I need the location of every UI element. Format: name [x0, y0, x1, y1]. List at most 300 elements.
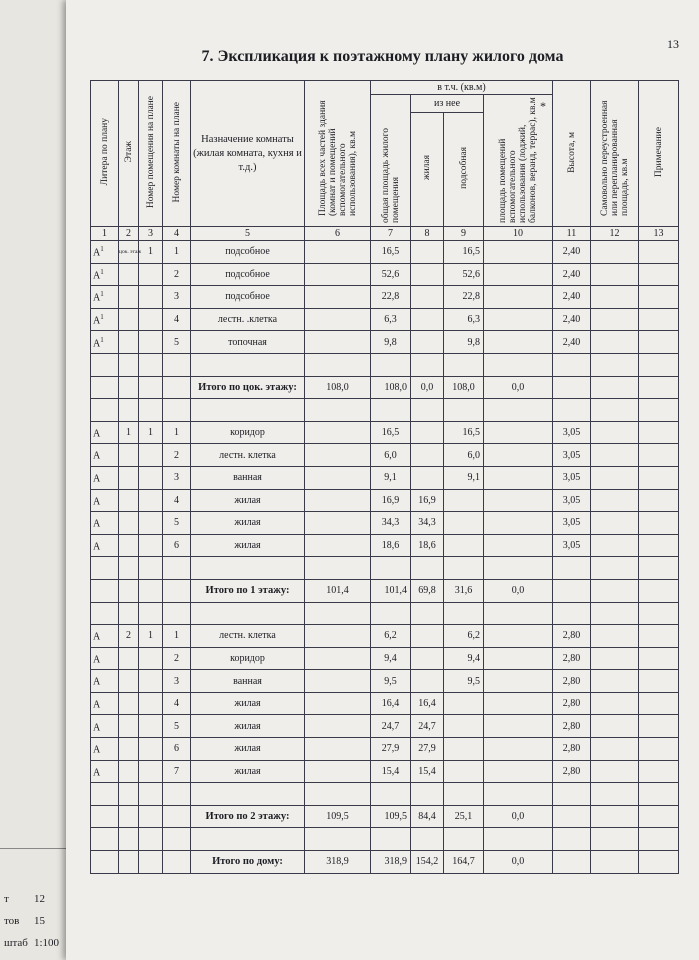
cell-vysota: 2,40	[553, 263, 591, 286]
cell-empty	[163, 353, 191, 376]
cell-empty	[639, 557, 679, 580]
cell-empty	[91, 376, 119, 399]
cell-empty	[411, 399, 444, 422]
cell-empty	[591, 602, 639, 625]
cell-zhilaya: 16,9	[411, 489, 444, 512]
cell-vysota: 3,05	[553, 421, 591, 444]
header-nomer-pomesh: Номер помещения на плане	[139, 81, 163, 227]
cell-primechanie	[639, 738, 679, 761]
cell-podsobnaya: 9,8	[444, 331, 484, 354]
cell-empty	[163, 557, 191, 580]
cell-vysota: 3,05	[553, 444, 591, 467]
total-obshaya: 109,5	[371, 805, 411, 828]
cell-primechanie	[639, 241, 679, 264]
cell-empty	[371, 557, 411, 580]
cell-nomer-pomesh	[139, 286, 163, 309]
table-row	[91, 466, 679, 489]
cell-empty	[553, 353, 591, 376]
cell-obshaya: 9,5	[371, 670, 411, 693]
table-empty-row	[91, 353, 679, 376]
col-num-4: 4	[163, 227, 191, 241]
table-row	[91, 534, 679, 557]
cell-empty	[139, 353, 163, 376]
cell-obshaya: 27,9	[371, 738, 411, 761]
table-body	[91, 241, 679, 874]
cell-litera	[91, 241, 119, 264]
total-zhilaya: 154,2	[411, 851, 444, 874]
total-zhilaya: 69,8	[411, 579, 444, 602]
col-num-8: 8	[411, 227, 444, 241]
cell-nomer-pomesh	[139, 512, 163, 535]
header-ploshad-vseh: Площадь всех частей здания (комнат и помещений вспомогательного использования), кв.м	[305, 81, 371, 227]
cell-naznachenie: ванная	[191, 670, 305, 693]
cell-vysota: 2,80	[553, 670, 591, 693]
cell-etazh	[119, 715, 139, 738]
cell-nomer-komnaty: 5	[163, 331, 191, 354]
cell-vspom	[484, 647, 553, 670]
header-vysota: Высота, м	[553, 81, 591, 227]
cell-etazh	[119, 308, 139, 331]
explication-table	[90, 80, 679, 874]
cell-empty	[553, 399, 591, 422]
cell-empty	[91, 353, 119, 376]
cell-zhilaya: 18,6	[411, 534, 444, 557]
litera-letter: А	[93, 450, 101, 462]
litera-letter: А	[93, 495, 101, 507]
cell-empty	[191, 353, 305, 376]
cell-primechanie	[639, 308, 679, 331]
header-vspom: площадь помещений вспомогательного использования (лоджий, балконов, веранд, террас), кв.м *	[484, 95, 553, 227]
litera-letter: А	[93, 518, 101, 530]
table-empty-row	[91, 557, 679, 580]
litera-letter: А	[93, 721, 101, 733]
cell-podsobnaya: 6,0	[444, 444, 484, 467]
cell-etazh: 2	[119, 625, 139, 648]
cell-samovolno	[591, 760, 639, 783]
cell-primechanie	[639, 421, 679, 444]
litera-letter: А	[93, 292, 101, 304]
cell-naznachenie: жилая	[191, 715, 305, 738]
cell-obshaya: 52,6	[371, 263, 411, 286]
table-row	[91, 331, 679, 354]
cell-empty	[305, 828, 371, 851]
cell-nomer-pomesh	[139, 331, 163, 354]
cell-vysota: 3,05	[553, 466, 591, 489]
cell-litera	[91, 421, 119, 444]
cell-vysota: 2,80	[553, 647, 591, 670]
cell-empty	[91, 579, 119, 602]
cell-empty	[591, 399, 639, 422]
cell-vysota: 2,40	[553, 331, 591, 354]
cell-empty	[411, 828, 444, 851]
header-litera: Литера по плану	[91, 81, 119, 227]
cell-ploshad-vseh	[305, 738, 371, 761]
total-zhilaya: 0,0	[411, 376, 444, 399]
cell-etazh	[119, 263, 139, 286]
cell-nomer-pomesh: 1	[139, 625, 163, 648]
table-row	[91, 625, 679, 648]
cell-empty	[191, 828, 305, 851]
cell-primechanie	[639, 647, 679, 670]
cell-obshaya: 6,0	[371, 444, 411, 467]
cell-empty	[591, 579, 639, 602]
cell-podsobnaya	[444, 489, 484, 512]
cell-empty	[119, 851, 139, 874]
table-header	[91, 81, 679, 241]
cell-empty	[484, 783, 553, 806]
cell-ploshad-vseh	[305, 534, 371, 557]
cell-primechanie	[639, 512, 679, 535]
cell-podsobnaya: 9,1	[444, 466, 484, 489]
cell-litera	[91, 308, 119, 331]
cell-empty	[444, 783, 484, 806]
cell-zhilaya	[411, 286, 444, 309]
cell-zhilaya	[411, 241, 444, 264]
cell-litera	[91, 512, 119, 535]
total-ploshad-vseh: 109,5	[305, 805, 371, 828]
cell-naznachenie: жилая	[191, 692, 305, 715]
table-row	[91, 715, 679, 738]
cell-empty	[139, 579, 163, 602]
cell-ploshad-vseh	[305, 421, 371, 444]
cell-empty	[119, 602, 139, 625]
cell-empty	[91, 805, 119, 828]
cell-empty	[411, 602, 444, 625]
header-obshaya: общая площадь жилого помещения	[371, 95, 411, 227]
cell-empty	[119, 579, 139, 602]
cell-vspom	[484, 738, 553, 761]
cell-empty	[163, 602, 191, 625]
cell-vspom	[484, 534, 553, 557]
cell-nomer-pomesh	[139, 670, 163, 693]
cell-etazh	[119, 692, 139, 715]
cell-litera	[91, 263, 119, 286]
cell-etazh	[119, 534, 139, 557]
cell-naznachenie: жилая	[191, 738, 305, 761]
cell-etazh	[119, 670, 139, 693]
cell-nomer-komnaty: 6	[163, 738, 191, 761]
cell-ploshad-vseh	[305, 625, 371, 648]
cell-empty	[139, 376, 163, 399]
cell-etazh: цок. этаж	[119, 241, 139, 264]
col-num-2: 2	[119, 227, 139, 241]
cell-podsobnaya: 6,3	[444, 308, 484, 331]
cell-zhilaya: 27,9	[411, 738, 444, 761]
cell-nomer-komnaty: 3	[163, 670, 191, 693]
cell-podsobnaya	[444, 738, 484, 761]
cell-obshaya: 9,8	[371, 331, 411, 354]
cell-naznachenie: лестн. клетка	[191, 444, 305, 467]
cell-primechanie	[639, 444, 679, 467]
total-vspom: 0,0	[484, 851, 553, 874]
cell-nomer-pomesh	[139, 715, 163, 738]
header-naznachenie: Назначение комнаты (жилая комната, кухня и т.д.)	[191, 81, 305, 227]
cell-empty	[371, 353, 411, 376]
cell-podsobnaya: 6,2	[444, 625, 484, 648]
underlying-line-1	[4, 893, 45, 905]
cell-empty	[163, 399, 191, 422]
cell-zhilaya	[411, 444, 444, 467]
col-num-6: 6	[305, 227, 371, 241]
cell-nomer-komnaty: 4	[163, 489, 191, 512]
cell-vysota: 2,40	[553, 241, 591, 264]
cell-litera	[91, 286, 119, 309]
total-podsobnaya: 108,0	[444, 376, 484, 399]
header-podsobnaya: подсобная	[444, 112, 484, 226]
total-zhilaya: 84,4	[411, 805, 444, 828]
cell-nomer-pomesh: 1	[139, 421, 163, 444]
cell-etazh: 1	[119, 421, 139, 444]
cell-naznachenie: коридор	[191, 421, 305, 444]
litera-superscript: 1	[100, 290, 104, 299]
cell-vspom	[484, 444, 553, 467]
cell-vspom	[484, 466, 553, 489]
cell-podsobnaya	[444, 534, 484, 557]
cell-etazh	[119, 444, 139, 467]
cell-empty	[191, 557, 305, 580]
underlying-line-2-label: тов	[4, 915, 20, 927]
cell-empty	[163, 376, 191, 399]
cell-samovolno	[591, 647, 639, 670]
cell-vspom	[484, 421, 553, 444]
cell-naznachenie: подсобное	[191, 263, 305, 286]
cell-ploshad-vseh	[305, 512, 371, 535]
cell-zhilaya	[411, 670, 444, 693]
litera-letter: А	[93, 631, 101, 643]
cell-samovolno	[591, 308, 639, 331]
underlying-line-2	[4, 915, 45, 927]
cell-empty	[553, 828, 591, 851]
total-obshaya: 318,9	[371, 851, 411, 874]
cell-empty	[553, 851, 591, 874]
cell-empty	[119, 353, 139, 376]
total-vspom: 0,0	[484, 805, 553, 828]
cell-empty	[163, 783, 191, 806]
total-podsobnaya: 164,7	[444, 851, 484, 874]
cell-empty	[91, 399, 119, 422]
cell-samovolno	[591, 331, 639, 354]
cell-ploshad-vseh	[305, 241, 371, 264]
table-total-row	[91, 851, 679, 874]
cell-samovolno	[591, 263, 639, 286]
table-total-row	[91, 805, 679, 828]
cell-vspom	[484, 489, 553, 512]
cell-vspom	[484, 625, 553, 648]
cell-nomer-pomesh	[139, 692, 163, 715]
cell-etazh	[119, 331, 139, 354]
cell-empty	[639, 828, 679, 851]
cell-nomer-komnaty: 2	[163, 647, 191, 670]
cell-empty	[119, 376, 139, 399]
cell-samovolno	[591, 489, 639, 512]
col-num-1: 1	[91, 227, 119, 241]
header-etazh: Этаж	[119, 81, 139, 227]
cell-ploshad-vseh	[305, 308, 371, 331]
cell-empty	[553, 376, 591, 399]
litera-superscript: 1	[100, 312, 104, 321]
cell-empty	[91, 828, 119, 851]
litera-letter: А	[93, 428, 101, 440]
cell-zhilaya	[411, 647, 444, 670]
col-num-13: 13	[639, 227, 679, 241]
underlying-line-2-value: 15	[34, 915, 45, 927]
table-empty-row	[91, 783, 679, 806]
cell-nomer-komnaty: 5	[163, 512, 191, 535]
cell-podsobnaya	[444, 692, 484, 715]
total-podsobnaya: 31,6	[444, 579, 484, 602]
cell-nomer-komnaty: 4	[163, 692, 191, 715]
cell-ploshad-vseh	[305, 263, 371, 286]
cell-zhilaya	[411, 263, 444, 286]
cell-obshaya: 22,8	[371, 286, 411, 309]
cell-nomer-pomesh: 1	[139, 241, 163, 264]
cell-obshaya: 16,4	[371, 692, 411, 715]
header-iz-nee: из нее	[411, 95, 484, 113]
cell-obshaya: 18,6	[371, 534, 411, 557]
col-num-12: 12	[591, 227, 639, 241]
cell-empty	[119, 399, 139, 422]
cell-nomer-komnaty: 5	[163, 715, 191, 738]
cell-litera	[91, 692, 119, 715]
cell-obshaya: 6,3	[371, 308, 411, 331]
cell-vysota: 2,80	[553, 760, 591, 783]
cell-vspom	[484, 670, 553, 693]
total-vspom: 0,0	[484, 376, 553, 399]
cell-obshaya: 6,2	[371, 625, 411, 648]
total-obshaya: 108,0	[371, 376, 411, 399]
cell-obshaya: 34,3	[371, 512, 411, 535]
cell-nomer-komnaty: 2	[163, 263, 191, 286]
cell-nomer-pomesh	[139, 489, 163, 512]
cell-nomer-komnaty: 1	[163, 241, 191, 264]
table-row	[91, 760, 679, 783]
underlying-line-3	[4, 937, 60, 949]
cell-empty	[553, 579, 591, 602]
header-column-numbers	[91, 227, 679, 241]
litera-letter: А	[93, 473, 101, 485]
table-empty-row	[91, 399, 679, 422]
cell-naznachenie: жилая	[191, 489, 305, 512]
total-ploshad-vseh: 101,4	[305, 579, 371, 602]
cell-obshaya: 15,4	[371, 760, 411, 783]
cell-empty	[444, 399, 484, 422]
cell-empty	[639, 851, 679, 874]
cell-litera	[91, 534, 119, 557]
page-number: 13	[667, 37, 679, 51]
cell-ploshad-vseh	[305, 647, 371, 670]
cell-empty	[305, 602, 371, 625]
cell-nomer-komnaty: 2	[163, 444, 191, 467]
cell-empty	[139, 851, 163, 874]
table-row	[91, 738, 679, 761]
total-ploshad-vseh: 108,0	[305, 376, 371, 399]
col-num-5: 5	[191, 227, 305, 241]
header-vtch: в т.ч. (кв.м)	[371, 81, 553, 95]
cell-primechanie	[639, 331, 679, 354]
total-label: Итого по 1 этажу:	[191, 579, 305, 602]
table-row	[91, 241, 679, 264]
litera-letter: А	[93, 654, 101, 666]
cell-etazh	[119, 760, 139, 783]
cell-etazh	[119, 489, 139, 512]
cell-empty	[305, 783, 371, 806]
cell-nomer-pomesh	[139, 263, 163, 286]
cell-vysota: 2,80	[553, 692, 591, 715]
total-vspom: 0,0	[484, 579, 553, 602]
cell-empty	[639, 602, 679, 625]
cell-empty	[139, 399, 163, 422]
cell-primechanie	[639, 534, 679, 557]
cell-empty	[139, 557, 163, 580]
col-num-7: 7	[371, 227, 411, 241]
cell-vysota: 2,80	[553, 738, 591, 761]
cell-empty	[444, 557, 484, 580]
cell-etazh	[119, 286, 139, 309]
cell-vspom	[484, 331, 553, 354]
cell-zhilaya	[411, 421, 444, 444]
cell-etazh	[119, 738, 139, 761]
cell-zhilaya	[411, 466, 444, 489]
cell-naznachenie: жилая	[191, 760, 305, 783]
cell-naznachenie: подсобное	[191, 286, 305, 309]
table-row	[91, 308, 679, 331]
cell-empty	[484, 602, 553, 625]
cell-ploshad-vseh	[305, 692, 371, 715]
cell-zhilaya: 16,4	[411, 692, 444, 715]
litera-letter: А	[93, 315, 101, 327]
cell-obshaya: 9,1	[371, 466, 411, 489]
cell-litera	[91, 466, 119, 489]
cell-vysota: 2,40	[553, 286, 591, 309]
cell-empty	[163, 805, 191, 828]
cell-samovolno	[591, 625, 639, 648]
litera-letter: А	[93, 541, 101, 553]
cell-podsobnaya: 16,5	[444, 421, 484, 444]
cell-podsobnaya: 9,4	[444, 647, 484, 670]
cell-samovolno	[591, 444, 639, 467]
cell-empty	[305, 353, 371, 376]
cell-ploshad-vseh	[305, 715, 371, 738]
litera-letter: А	[93, 699, 101, 711]
cell-obshaya: 16,5	[371, 241, 411, 264]
col-num-3: 3	[139, 227, 163, 241]
cell-empty	[191, 783, 305, 806]
cell-empty	[639, 805, 679, 828]
cell-litera	[91, 444, 119, 467]
cell-empty	[553, 805, 591, 828]
underlying-line-1-value: 12	[34, 893, 45, 905]
cell-samovolno	[591, 421, 639, 444]
cell-naznachenie: коридор	[191, 647, 305, 670]
cell-vspom	[484, 715, 553, 738]
cell-samovolno	[591, 534, 639, 557]
cell-zhilaya	[411, 625, 444, 648]
cell-litera	[91, 625, 119, 648]
cell-vysota: 2,40	[553, 308, 591, 331]
table-row	[91, 692, 679, 715]
cell-obshaya: 24,7	[371, 715, 411, 738]
cell-primechanie	[639, 715, 679, 738]
table-row	[91, 444, 679, 467]
cell-empty	[163, 851, 191, 874]
cell-nomer-komnaty: 7	[163, 760, 191, 783]
total-label: Итого по цок. этажу:	[191, 376, 305, 399]
cell-podsobnaya	[444, 715, 484, 738]
cell-nomer-komnaty: 1	[163, 625, 191, 648]
cell-primechanie	[639, 286, 679, 309]
litera-superscript: 1	[100, 267, 104, 276]
cell-obshaya: 16,5	[371, 421, 411, 444]
